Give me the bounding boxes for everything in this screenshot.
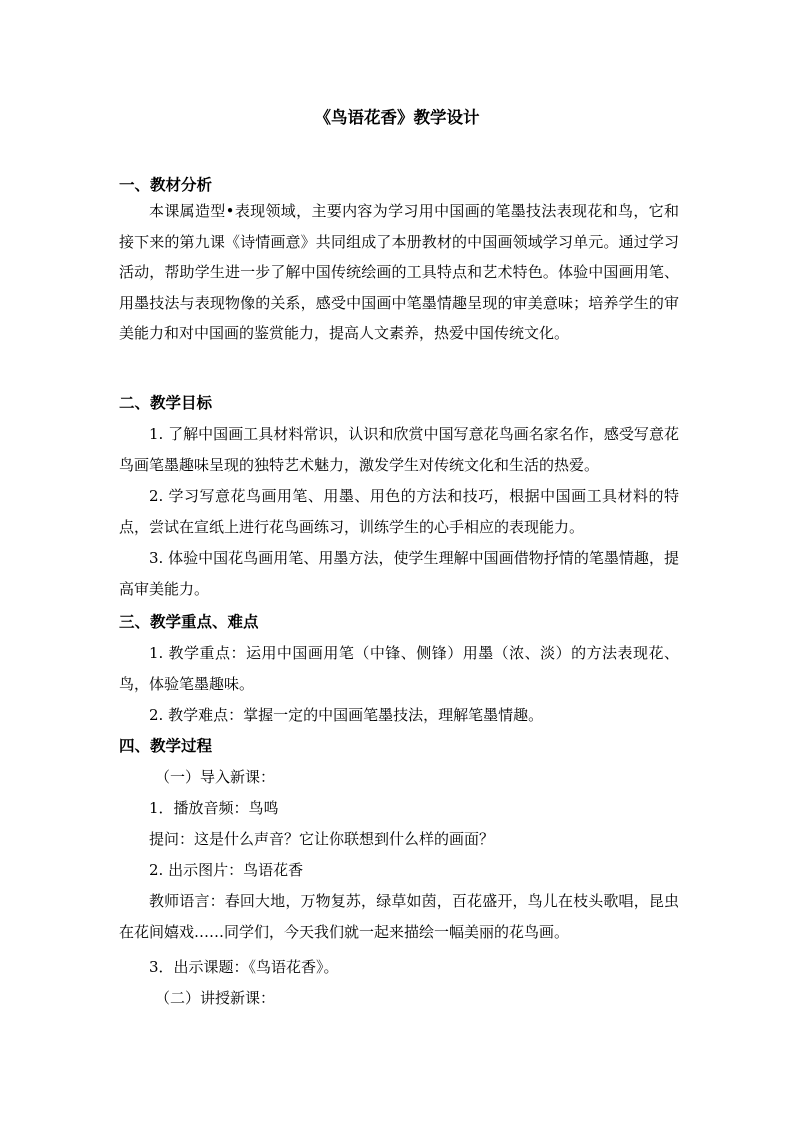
question-text: 提问：这是什么声音？它让你联想到什么样的画面？ <box>149 830 495 848</box>
section-heading-analysis: 一、教材分析 <box>119 176 213 194</box>
step-show-topic: 3．出示课题：《鸟语花香》。 <box>149 958 339 976</box>
analysis-paragraph: 本课属造型•表现领域，主要内容为学习用中国画的笔墨技法表现花和鸟，它和接下来的第九课《诗情画意》共同组成了本册教材的中国画领域学习单元。通过学习活动，帮助学生进一步了解中国传统绘画的工具特点和艺术特色。体验中国画用笔、用墨技法与表现物像的关系，感受中国画中笔墨情趣呈现的审美意味；培养学生的审美能力和对中国画的鉴赏能力，提高人文素养，热爱中国传统文化。 <box>119 202 679 342</box>
objective-item-2: 2. 学习写意花鸟画用笔、用墨、用色的方法和技巧，根据中国画工具材料的特点，尝试在宣纸上进行花鸟画练习，训练学生的心手相应的表现能力。 <box>119 487 679 536</box>
teacher-speech: 教师语言：春回大地，万物复苏，绿草如茵，百花盛开，鸟儿在枝头歌唱，昆虫在花间嬉戏……同学们，今天我们就一起来描绘一幅美丽的花鸟画。 <box>119 892 679 941</box>
section-heading-process: 四、教学过程 <box>119 737 213 755</box>
document-title: 《鸟语花香》教学设计 <box>314 108 480 127</box>
section-heading-key-points: 三、教学重点、难点 <box>119 613 259 631</box>
objective-item-3: 3. 体验中国花鸟画用笔、用墨方法，使学生理解中国画借物抒情的笔墨情趣，提高审美能力。 <box>119 549 679 598</box>
subsection-new-lesson: （二）讲授新课： <box>155 989 276 1007</box>
key-point-item-1: 1. 教学重点：运用中国画用笔（中锋、侧锋）用墨（浓、淡）的方法表现花、鸟，体验笔墨趣味。 <box>119 644 679 693</box>
subsection-intro: （一）导入新课： <box>155 768 276 786</box>
objective-item-1: 1. 了解中国画工具材料常识，认识和欣赏中国写意花鸟画名家名作，感受写意花鸟画笔墨趣味呈现的独特艺术魅力，激发学生对传统文化和生活的热爱。 <box>119 425 679 474</box>
step-show-image: 2. 出示图片：鸟语花香 <box>149 861 304 879</box>
key-point-item-2: 2. 教学难点：掌握一定的中国画笔墨技法，理解笔墨情趣。 <box>149 706 544 724</box>
step-play-audio: 1．播放音频：鸟鸣 <box>149 799 279 817</box>
section-heading-objectives: 二、教学目标 <box>119 394 213 412</box>
